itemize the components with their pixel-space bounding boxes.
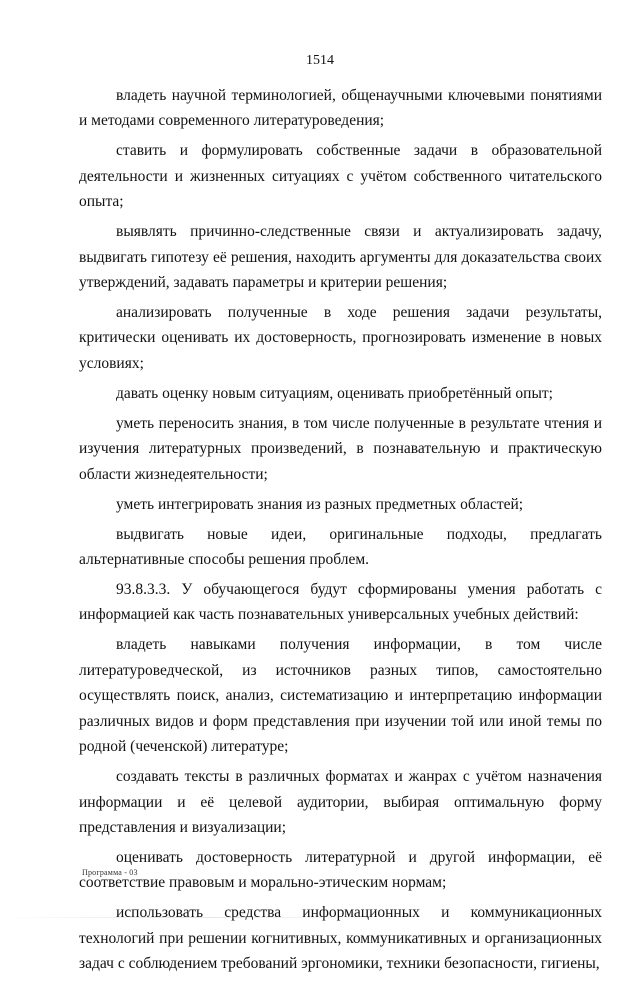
paragraph: владеть навыками получения информации, в том числе литературоведческой, из источников разных типов, самостоятельно осуществлять поиск, анализ, систематизацию и интерпретацию информации различных видов и форм представления при изучении той или иной темы по родной (чеченской) литературе; xyxy=(79,636,602,756)
body-text xyxy=(79,83,602,981)
paragraph: анализировать полученные в ходе решения задачи результаты, критически оценивать их достоверность, прогнозировать изменение в новых условиях; xyxy=(79,304,602,372)
paragraph: уметь интегрировать знания из разных предметных областей; xyxy=(116,495,524,513)
paragraph: выдвигать новые идеи, оригинальные подходы, предлагать альтернативные способы решения проблем. xyxy=(79,525,602,569)
paragraph: использовать средства информационных и коммуникационных технологий при решении когнитивных, коммуникативных и организационных задач с соблюдением требований эргономики, техники безопасности, гигиены, xyxy=(79,904,602,973)
paragraph: ставить и формулировать собственные задачи в образовательной деятельности и жизненных ситуациях с учётом собственного читательского опыта; xyxy=(79,142,602,211)
paragraph: давать оценку новым ситуациям, оценивать приобретённый опыт; xyxy=(116,384,553,402)
paragraph: уметь переносить знания, в том числе полученные в результате чтения и изучения литературных произведений, в познавательную и практическую области жизнедеятельности; xyxy=(79,414,602,483)
footer-label: Программа - 03 xyxy=(82,868,138,877)
page-number: 1514 xyxy=(306,53,334,68)
paragraph: создавать тексты в различных форматах и жанрах с учётом назначения информации и её целевой аудитории, выбирая оптимальную форму представления и визуализации; xyxy=(79,768,602,836)
paragraph: выявлять причинно-следственные связи и актуализировать задачу, выдвигать гипотезу её решения, находить аргументы для доказательства своих утверждений, задавать параметры и критерии решения; xyxy=(79,223,602,292)
paragraph: оценивать достоверность литературной и другой информации, её соответствие правовым и морально-этическим нормам; xyxy=(79,848,602,892)
section-paragraph: 93.8.3.3. У обучающегося будут сформированы умения работать с информацией как часть познавательных универсальных учебных действий: xyxy=(79,581,602,624)
scan-edge-mark xyxy=(0,917,640,918)
paragraph: владеть научной терминологией, общенаучными ключевыми понятиями и методами современного литературоведения; xyxy=(79,87,602,130)
